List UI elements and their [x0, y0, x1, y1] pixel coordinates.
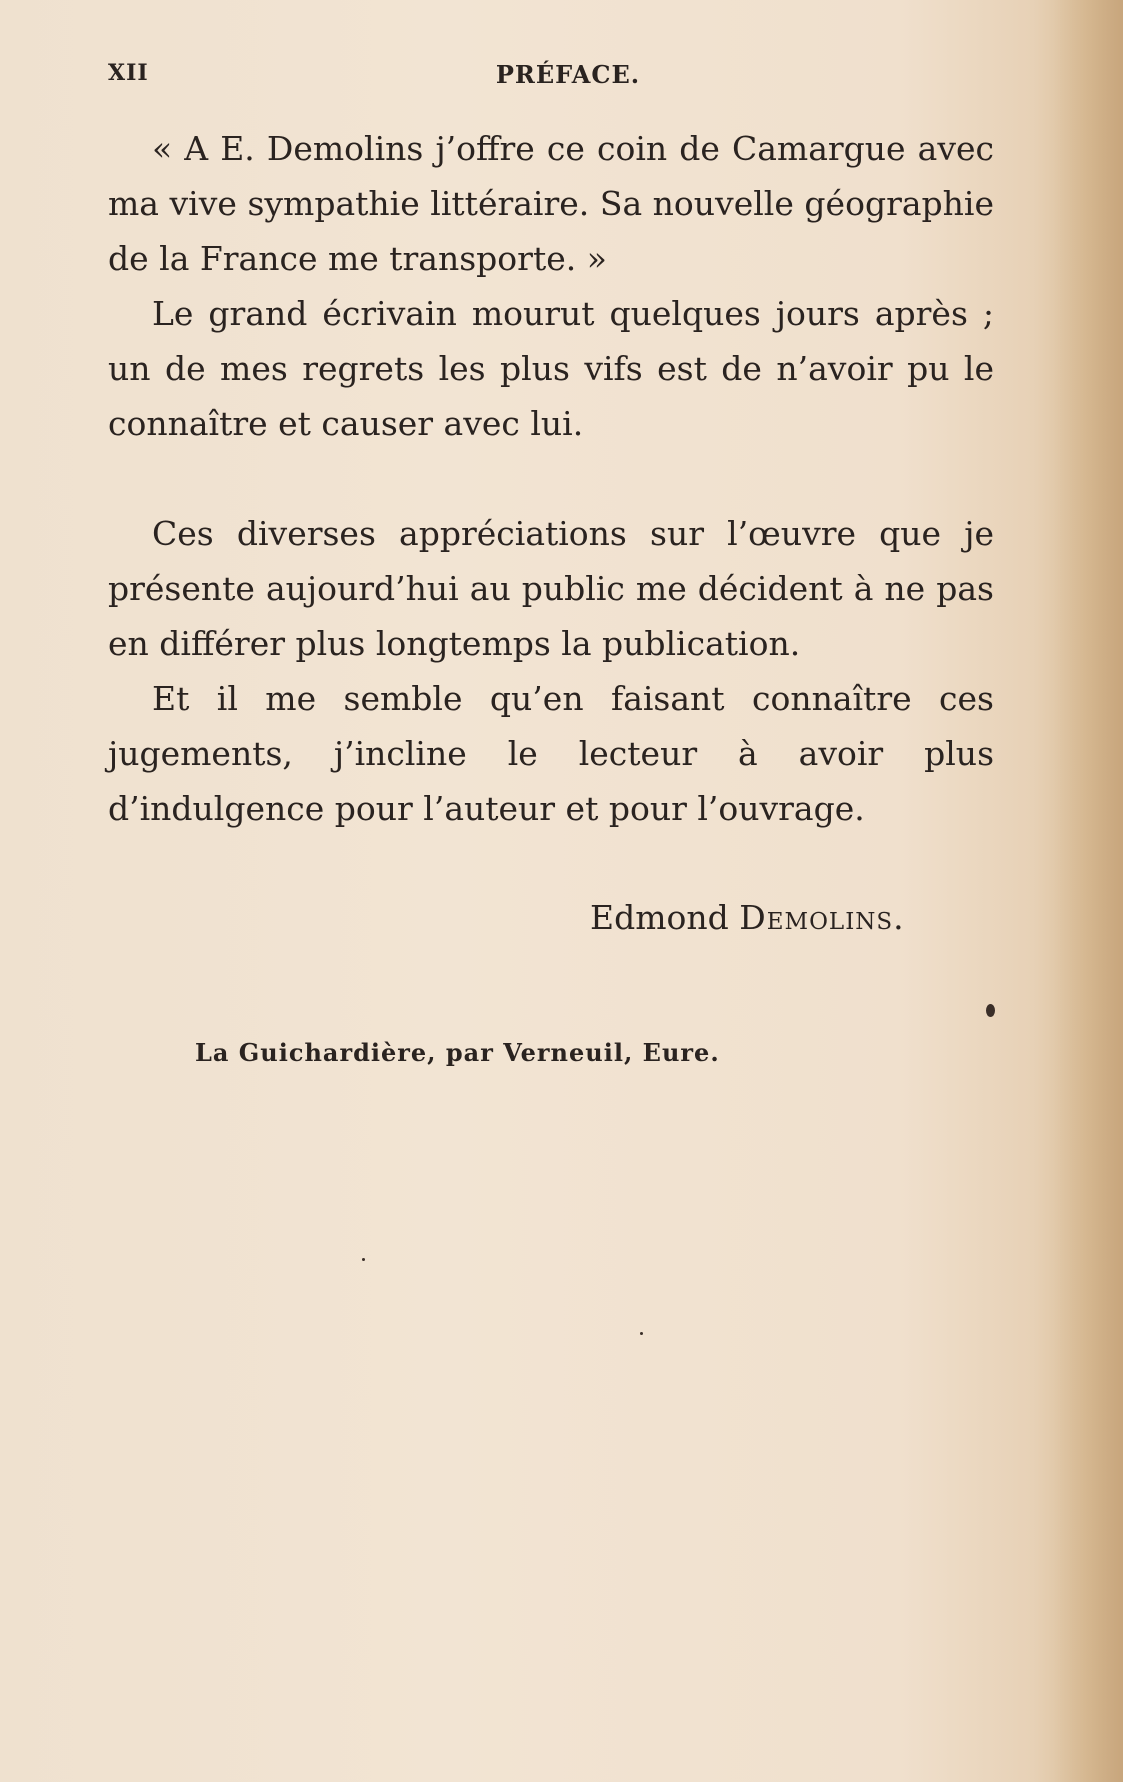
page-number: XII	[108, 60, 149, 86]
paragraph-appreciations: Ces diverses appréciations sur l’œuvre que je présente aujourd’hui au public me décident à ne pas en différer plus longtemps la publication.	[108, 514, 994, 663]
paragraph-regret: Le grand écrivain mourut quelques jours après ; un de mes regrets les plus vifs est de n’avoir pu le connaître et causer avec lui.	[108, 294, 994, 443]
ink-speck	[986, 1004, 995, 1017]
signature-surname: Demolins.	[739, 898, 905, 937]
running-head	[108, 60, 994, 90]
author-signature	[590, 890, 905, 945]
signature-first-name: Edmond	[590, 898, 729, 937]
place-line: La Guichardière, par Verneuil, Eure.	[195, 1038, 720, 1067]
ink-speck	[640, 1332, 643, 1335]
paragraph-quote: « A E. Demolins j’offre ce coin de Camargue avec ma vive sympathie littéraire. Sa nouvelle géographie de la France me transporte. »	[108, 129, 994, 278]
paragraph-judgements: Et il me semble qu’en faisant connaître ces jugements, j’incline le lecteur à avoir plus d’indulgence pour l’auteur et pour l’ouvrage.	[108, 679, 994, 828]
preface-body	[108, 121, 994, 836]
ink-speck	[362, 1258, 365, 1261]
running-title: PRÉFACE.	[495, 60, 641, 89]
